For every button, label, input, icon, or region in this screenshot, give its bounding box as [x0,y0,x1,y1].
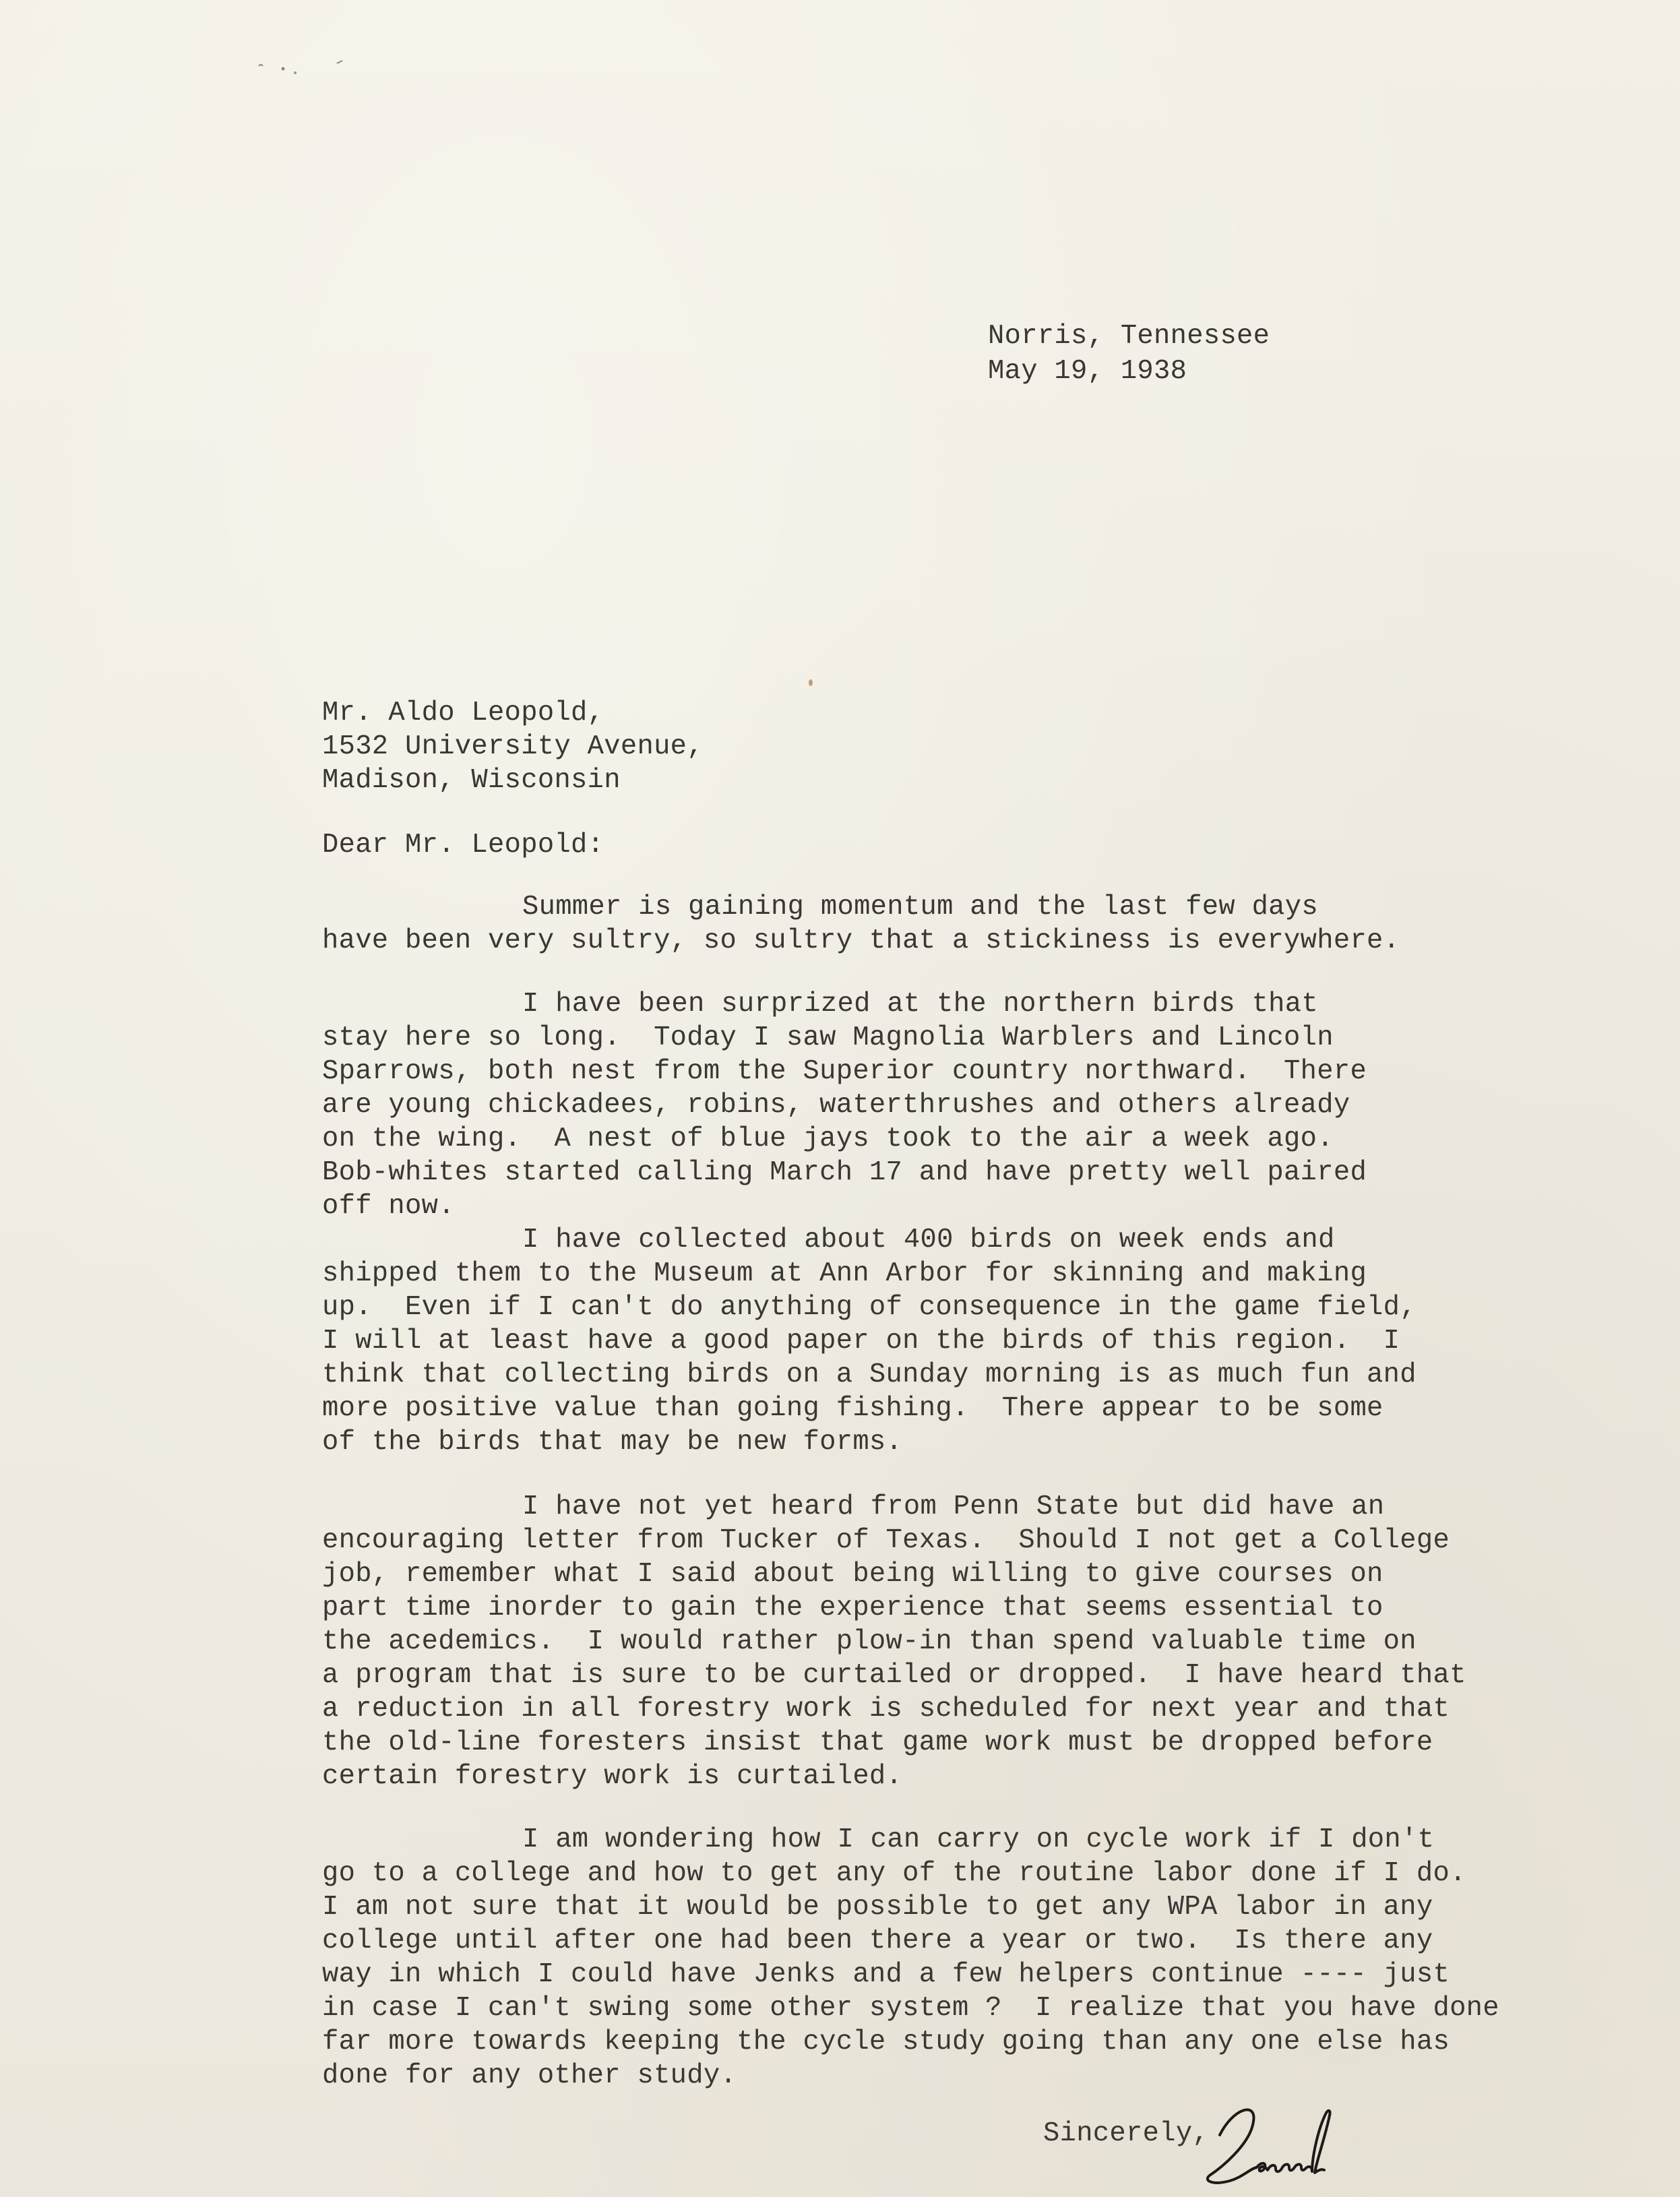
paragraph-3-line: up. Even if I can't do anything of consequence in the game field, [322,1292,1417,1323]
paragraph-5-line: way in which I could have Jenks and a few helpers continue ---- just [322,1959,1450,1990]
paragraph-5-line: I am not sure that it would be possible to get any WPA labor in any [322,1892,1433,1923]
paragraph-4-line: job, remember what I said about being willing to give courses on [322,1559,1383,1590]
paragraph-5-line: far more towards keeping the cycle study going than any one else has [322,2026,1450,2057]
paragraph-5-line: done for any other study. [322,2060,737,2091]
paragraph-4-line: certain forestry work is curtailed. [322,1761,903,1792]
recipient-city: Madison, Wisconsin [322,765,621,796]
paragraph-3-line: shipped them to the Museum at Ann Arbor for skinning and making [322,1258,1367,1289]
paragraph-4-line: part time inorder to gain the experience that seems essential to [322,1592,1383,1623]
paragraph-3-line: think that collecting birds on a Sunday morning is as much fun and [322,1359,1417,1390]
paragraph-2-line: I have been surprized at the northern birds that [522,989,1318,1020]
paragraph-4-line: a program that is sure to be curtailed or dropped. I have heard that [322,1660,1466,1691]
paper-blemish-marks [256,54,364,81]
paragraph-2-line: on the wing. A nest of blue jays took to the air a week ago. [322,1123,1334,1154]
recipient-street: 1532 University Avenue, [322,731,704,762]
salutation: Dear Mr. Leopold: [322,830,604,861]
paragraph-5-line: go to a college and how to get any of the routine labor done if I do. [322,1858,1466,1889]
recipient-name: Mr. Aldo Leopold, [322,698,604,729]
paragraph-5-line: I am wondering how I can carry on cycle work if I don't [522,1824,1435,1855]
paragraph-1-line: have been very sultry, so sultry that a stickiness is everywhere. [322,925,1400,956]
paragraph-3-line: I will at least have a good paper on the birds of this region. I [322,1326,1400,1357]
paragraph-4-line: I have not yet heard from Penn State but did have an [522,1491,1385,1522]
paragraph-4-line: the acedemics. I would rather plow-in than spend valuable time on [322,1626,1417,1657]
paragraph-2-line: Sparrows, both nest from the Superior country northward. There [322,1056,1367,1087]
paragraph-1-line: Summer is gaining momentum and the last few days [522,892,1318,923]
closing: Sincerely, [1043,2118,1210,2149]
paragraph-2-line: stay here so long. Today I saw Magnolia Warblers and Lincoln [322,1022,1334,1053]
ink-spot [809,679,813,686]
paragraph-5-line: in case I can't swing some other system ? I realize that you have done [322,1993,1499,2024]
paragraph-4-line: the old-line foresters insist that game work must be dropped before [322,1727,1433,1758]
paragraph-2-line: off now. [322,1191,455,1222]
letter-place: Norris, Tennessee [988,321,1270,352]
paragraph-3-line: of the birds that may be new forms. [322,1427,903,1458]
handwritten-signature [1193,2095,1395,2196]
paragraph-3-line: I have collected about 400 birds on week ends and [522,1225,1335,1256]
letter-date: May 19, 1938 [988,356,1187,387]
paragraph-2-line: are young chickadees, robins, waterthrushes and others already [322,1090,1350,1121]
paragraph-4-line: encouraging letter from Tucker of Texas. Should I not get a College [322,1525,1450,1556]
paragraph-2-line: Bob-whites started calling March 17 and have pretty well paired [322,1157,1367,1188]
paragraph-5-line: college until after one had been there a year or two. Is there any [322,1925,1433,1956]
paragraph-3-line: more positive value than going fishing. There appear to be some [322,1393,1383,1424]
paragraph-4-line: a reduction in all forestry work is scheduled for next year and that [322,1694,1450,1725]
